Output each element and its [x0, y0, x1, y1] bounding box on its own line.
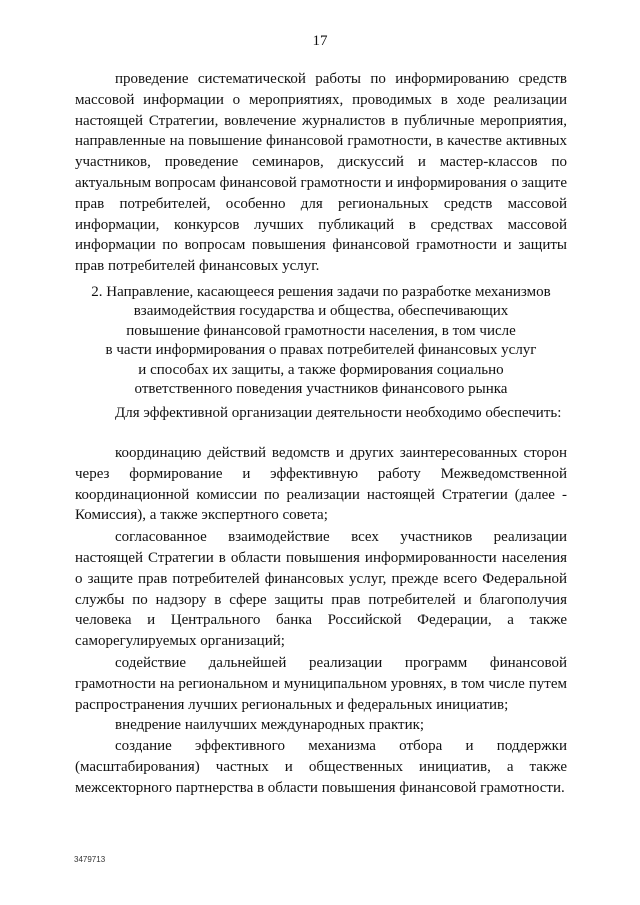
list-item: внедрение наилучших международных практик;	[115, 717, 425, 734]
list-item: согласованное взаимодействие всех участников реализации настоящей Стратегии в области повышения информированности населения о защите прав потребителей финансовых услуг, прежде всего Федеральной службы по надзору в сфере защиты прав потребителей и благополучия человека и Центрального банка Российской Федерации, а также саморегулируемых организаций;	[75, 529, 567, 650]
list-item: создание эффективного механизма отбора и поддержки (масштабирования) частных и общественных инициатив, а также межсекторного партнерства в области повышения финансовой грамотности.	[75, 738, 567, 796]
page-number: 17	[312, 33, 328, 49]
paragraph-intro: Для эффективной организации деятельности необходимо обеспечить:	[115, 405, 562, 421]
measures-list	[75, 443, 567, 799]
section-heading-line: ответственного поведения участников финансового рынка	[134, 381, 508, 398]
section-heading-line: взаимодействия государства и общества, обеспечивающих	[133, 303, 509, 320]
section-heading-line: 2. Направление, касающееся решения задачи по разработке механизмов	[91, 284, 551, 300]
paragraph-public-information: проведение систематической работы по информированию средств массовой информации о мероприятиях, проводимых в ходе реализации настоящей Стратегии, вовлечение журналистов в публичные мероприятия, направленные на повышение финансовой грамотности, в качестве активных участников, проведение семинаров, дискуссий и мастер-классов по актуальным вопросам финансовой грамотности и информирования о защите прав потребителей, особенно для региональных средств массовой информации, конкурсов лучших публикаций в средствах массовой информации по вопросам повышения финансовой грамотности и защиты прав потребителей финансовых услуг.	[75, 71, 567, 275]
section-heading-line: в части информирования о правах потребителей финансовых услуг	[105, 342, 537, 359]
list-item: содействие дальнейшей реализации программ финансовой грамотности на региональном и муниципальном уровнях, в том числе путем распространения лучших региональных и федеральных инициатив;	[75, 654, 567, 713]
section-heading	[75, 283, 567, 399]
document-code: 3479713	[74, 855, 106, 864]
section-heading-line: повышение финансовой грамотности населения, в том числе	[126, 322, 516, 339]
list-item: координацию действий ведомств и других заинтересованных сторон через формирование и эффективную работу Межведомственной координационной комиссии по реализации настоящей Стратегии (далее - Комиссия), а также экспертного совета;	[75, 445, 567, 524]
section-heading-line: и способах их защиты, а также формирования социально	[138, 361, 504, 378]
